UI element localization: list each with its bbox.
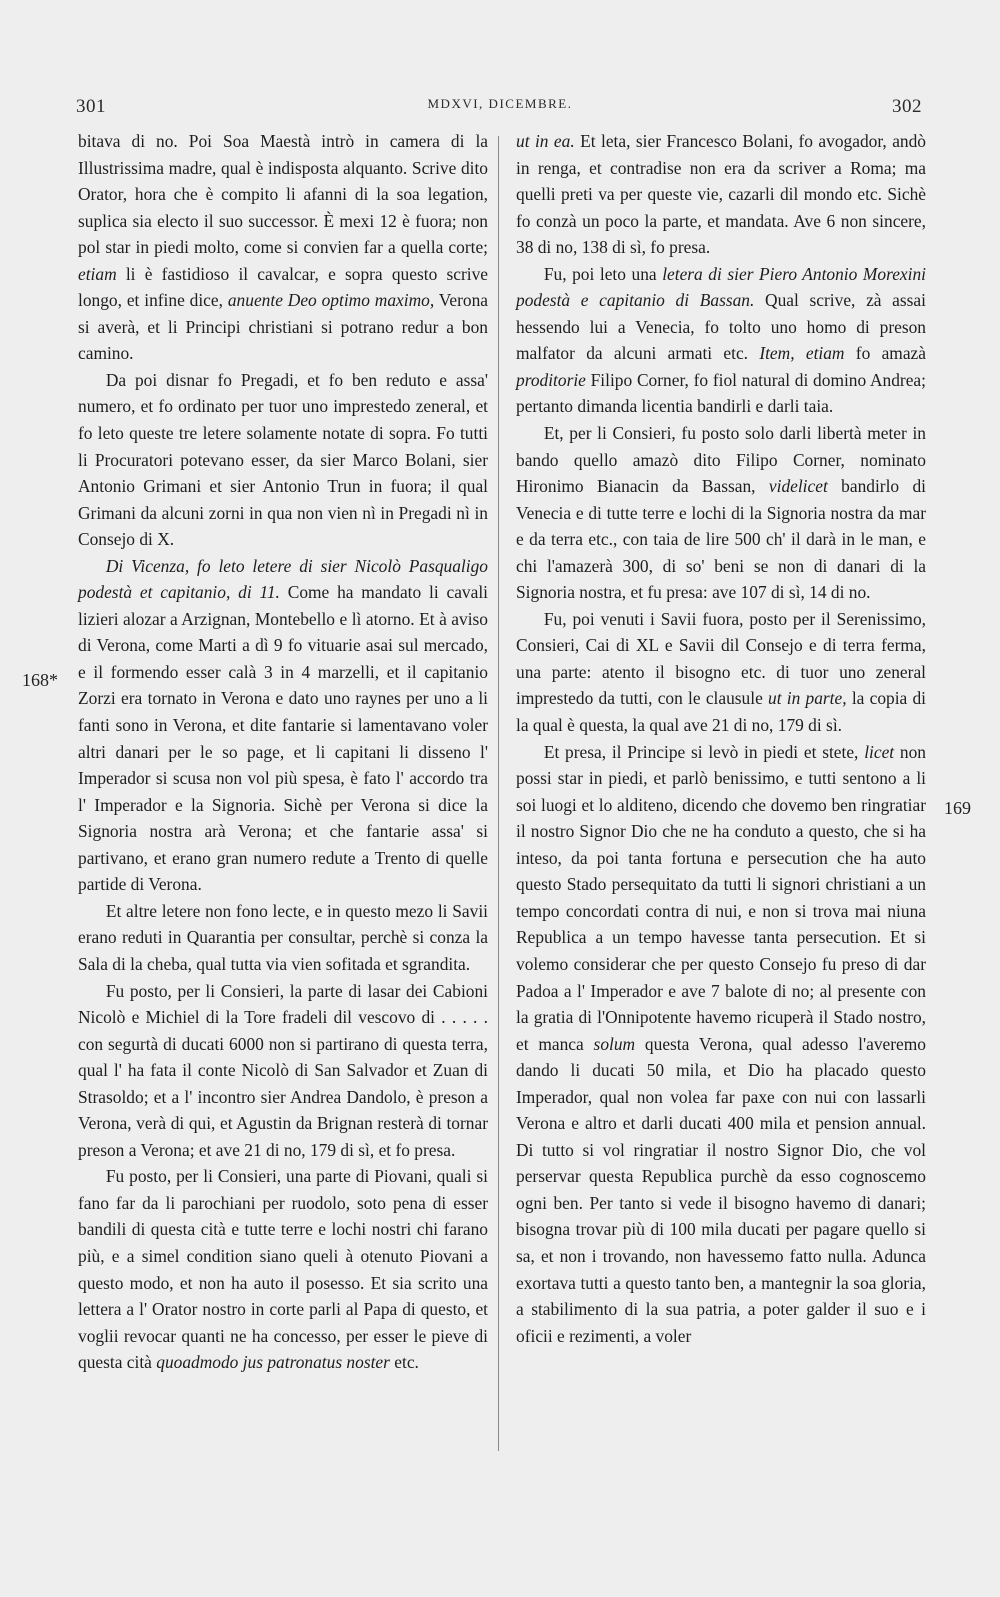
column-divider — [498, 136, 499, 1451]
paragraph: Et presa, il Principe si levò in piedi et stete, licet non possi star in piedi, et parlò benissimo, e tutti sentono a li soi luogi et lo alditeno, dicendo che dovemo ben ringratiar il nostro Signor Dio che ne ha conduto a questo, che si ha inteso, da poi tanta fortuna e persecution che ha auto questo Stado persequitato da tutti li signori christiani a un tempo concordati contra di nui, e non si trova mai niuna Republica a un tempo havesse tanta persecution. Et si volemo considerar che per questo Consejo fu preso di dar Padoa a l' Imperador e ave 7 balote di no; al presente con la gratia di l'Onnipotente havemo ricuperà il Stado nostro, et manca solum questa Verona, qual adesso l'averemo dando li ducati 50 mila, et Dio ha placado questo Imperador, qual non volea far paxe con nui con lassarli Verona e altro et darli ducati 400 mila et pension annual. Di tutto si vol ringratiar il nostro Signor Dio, che vol perservar questa Republica purchè da esso cognoscemo ogni ben. Per tanto si vede il bisogno havemo di danari; bisogna trovar più di 100 mila ducati per pagare quello si sa, et non i trovando, non havessemo fatto nulla. Adunca exortava tutti a questo tanto ben, a mantegnir la soa gloria, a stabilimento di la sua patria, a poter galder il suo e i oficii e rezimenti, a voler — [516, 741, 926, 1346]
paragraph: Et altre letere non fono lecte, e in questo mezo li Savii erano reduti in Quarantia per consultar, perchè si conza la Sala di la cheba, qual tutta via vien sofitada et sgrandita. — [78, 900, 488, 974]
right-page-number: 302 — [892, 96, 922, 117]
paragraph: Et, per li Consieri, fu posto solo darli libertà meter in bando quello amazò dito Filipo Corner, nominato Hironimo Bianacin da Bassan, videlicet bandirlo di Venecia e di tutte terre e lochi di la Signoria nostra da mar e da terra etc., con taia de lire 500 ch' il darà in le man, e chi l'amazerà 300, di so' beni se non di danari di la Signoria nostra, et fu presa: ave 107 di sì, 14 di no. — [516, 423, 926, 603]
margin-marker-right: 169 — [944, 798, 971, 818]
right-column — [516, 128, 926, 1349]
paragraph: Fu posto, per li Consieri, una parte di Piovani, quali si fano far da li parochiani per ruodolo, soto pena di esser bandili di questa cità e tutte terre e lochi nostri chi farano più, e a simel condition siano queli à otenuto Piovani a questo modo, et non ha auto il posesso. Et sia scrito una lettera a l' Orator nostro in corte parli al Papa di questo, et voglii revocar quanti ne ha concesso, per esser le pieve di questa cità quoadmodo jus patronatus noster etc. — [78, 1166, 488, 1373]
paragraph: ut in ea. Et leta, sier Francesco Bolani, fo avogador, andò in renga, et contradise non era da scriver a Roma; ma quelli preti va per queste vie, cazarli dil mondo etc. Sichè fo conzà un poco la parte, et mandata. Ave 6 non sincere, 38 di no, 138 di sì, fo presa. — [516, 131, 927, 258]
paragraph: Fu posto, per li Consieri, la parte di lasar dei Cabioni Nicolò e Michiel di la Tore fradeli dil vescovo di . . . . . con segurtà di ducati 6000 non si partirano di questa terra, qual l' ha fata il conte Nicolò di San Salvador et Zuan di Strasoldo; et a l' incontro sier Andrea Dandolo, è preson a Verona, verà di qui, et Agustin da Brignan resterà di tornar preson a Verona; et ave 21 di no, 179 di sì, et fo presa. — [78, 980, 488, 1160]
paragraph: Da poi disnar fo Pregadi, et fo ben reduto e assa' numero, et fo ordinato per tuor uno imprestedo zeneral, et fo leto queste tre letere solamente notate di sopra. Fo tutti li Procuratori potevano esser, da sier Marco Bolani, sier Antonio Grimani et sier Antonio Trun in fuora; il qual Grimani da alcuni zorni in qua non vien nì in Pregadi nì in Consejo di X. — [78, 369, 488, 550]
left-page-number: 301 — [76, 96, 106, 117]
paragraph: Fu, poi venuti i Savii fuora, posto per il Serenissimo, Consieri, Cai di XL e Savii dil Consejo e di terra ferma, una parte: atento il bisogno etc. di tuor uno zeneral imprestedo da tutti, con le clausule ut in parte, la copia di la qual è questa, la qual ave 21 di no, 179 di sì. — [516, 608, 927, 736]
paragraph: Di Vicenza, fo leto letere di sier Nicolò Pasqualigo podestà et capitanio, di 11. Come ha mandato li cavali lizieri alozar a Arzignan, Montebello e lì atorno. Et à aviso di Verona, come Marti a dì 9 fo vituarie asai sul mercado, e il formendo esser calà 3 in 4 marzelli, et il capitanio Zorzi era tornato in Verona e dato uno raynes per uno a li fanti sono in Verona, et dite fantarie si lamentavano voler altri danari per le so page, et li capitani li disseno l' Imperador si scusa non vol più spesa, è fato l' accordo tra l' Imperador e la Signoria. Sichè per Verona si dice la Signoria nostra arà Verona; et che fantarie assa' si partivano, et erano gran numero redute a Trento di quelle partide di Verona. — [78, 555, 488, 895]
running-head: MDXVI, DICEMBRE. — [427, 96, 573, 111]
paragraph: bitava di no. Poi Soa Maestà intrò in camera di la Illustrissima madre, qual è indisposta alquanto. Scrive dito Orator, hora che è compito li afanni di la soa legation, suplica sia electo il suo successor. È mexi 12 è fuora; non pol star in piedi molto, come si convien far a quella corte; etiam li è fastidioso il cavalcar, e sopra questo scrive longo, et infine dice, anuente Deo optimo maximo, Verona si averà, et li Principi christiani si potrano redur a bon camino. — [78, 131, 488, 364]
left-column — [78, 128, 488, 1376]
margin-marker-left: 168* — [22, 670, 58, 690]
paragraph: Fu, poi leto una letera di sier Piero Antonio Morexini podestà e capitanio di Bassan. Qual scrive, zà assai hessendo lui a Venecia, fo tolto uno homo di preson malfator da alcuni armati etc. Item, etiam fo amazà proditorie Filipo Corner, fo fiol natural di domino Andrea; pertanto dimanda licentia bandirli e darli taia. — [516, 263, 926, 417]
